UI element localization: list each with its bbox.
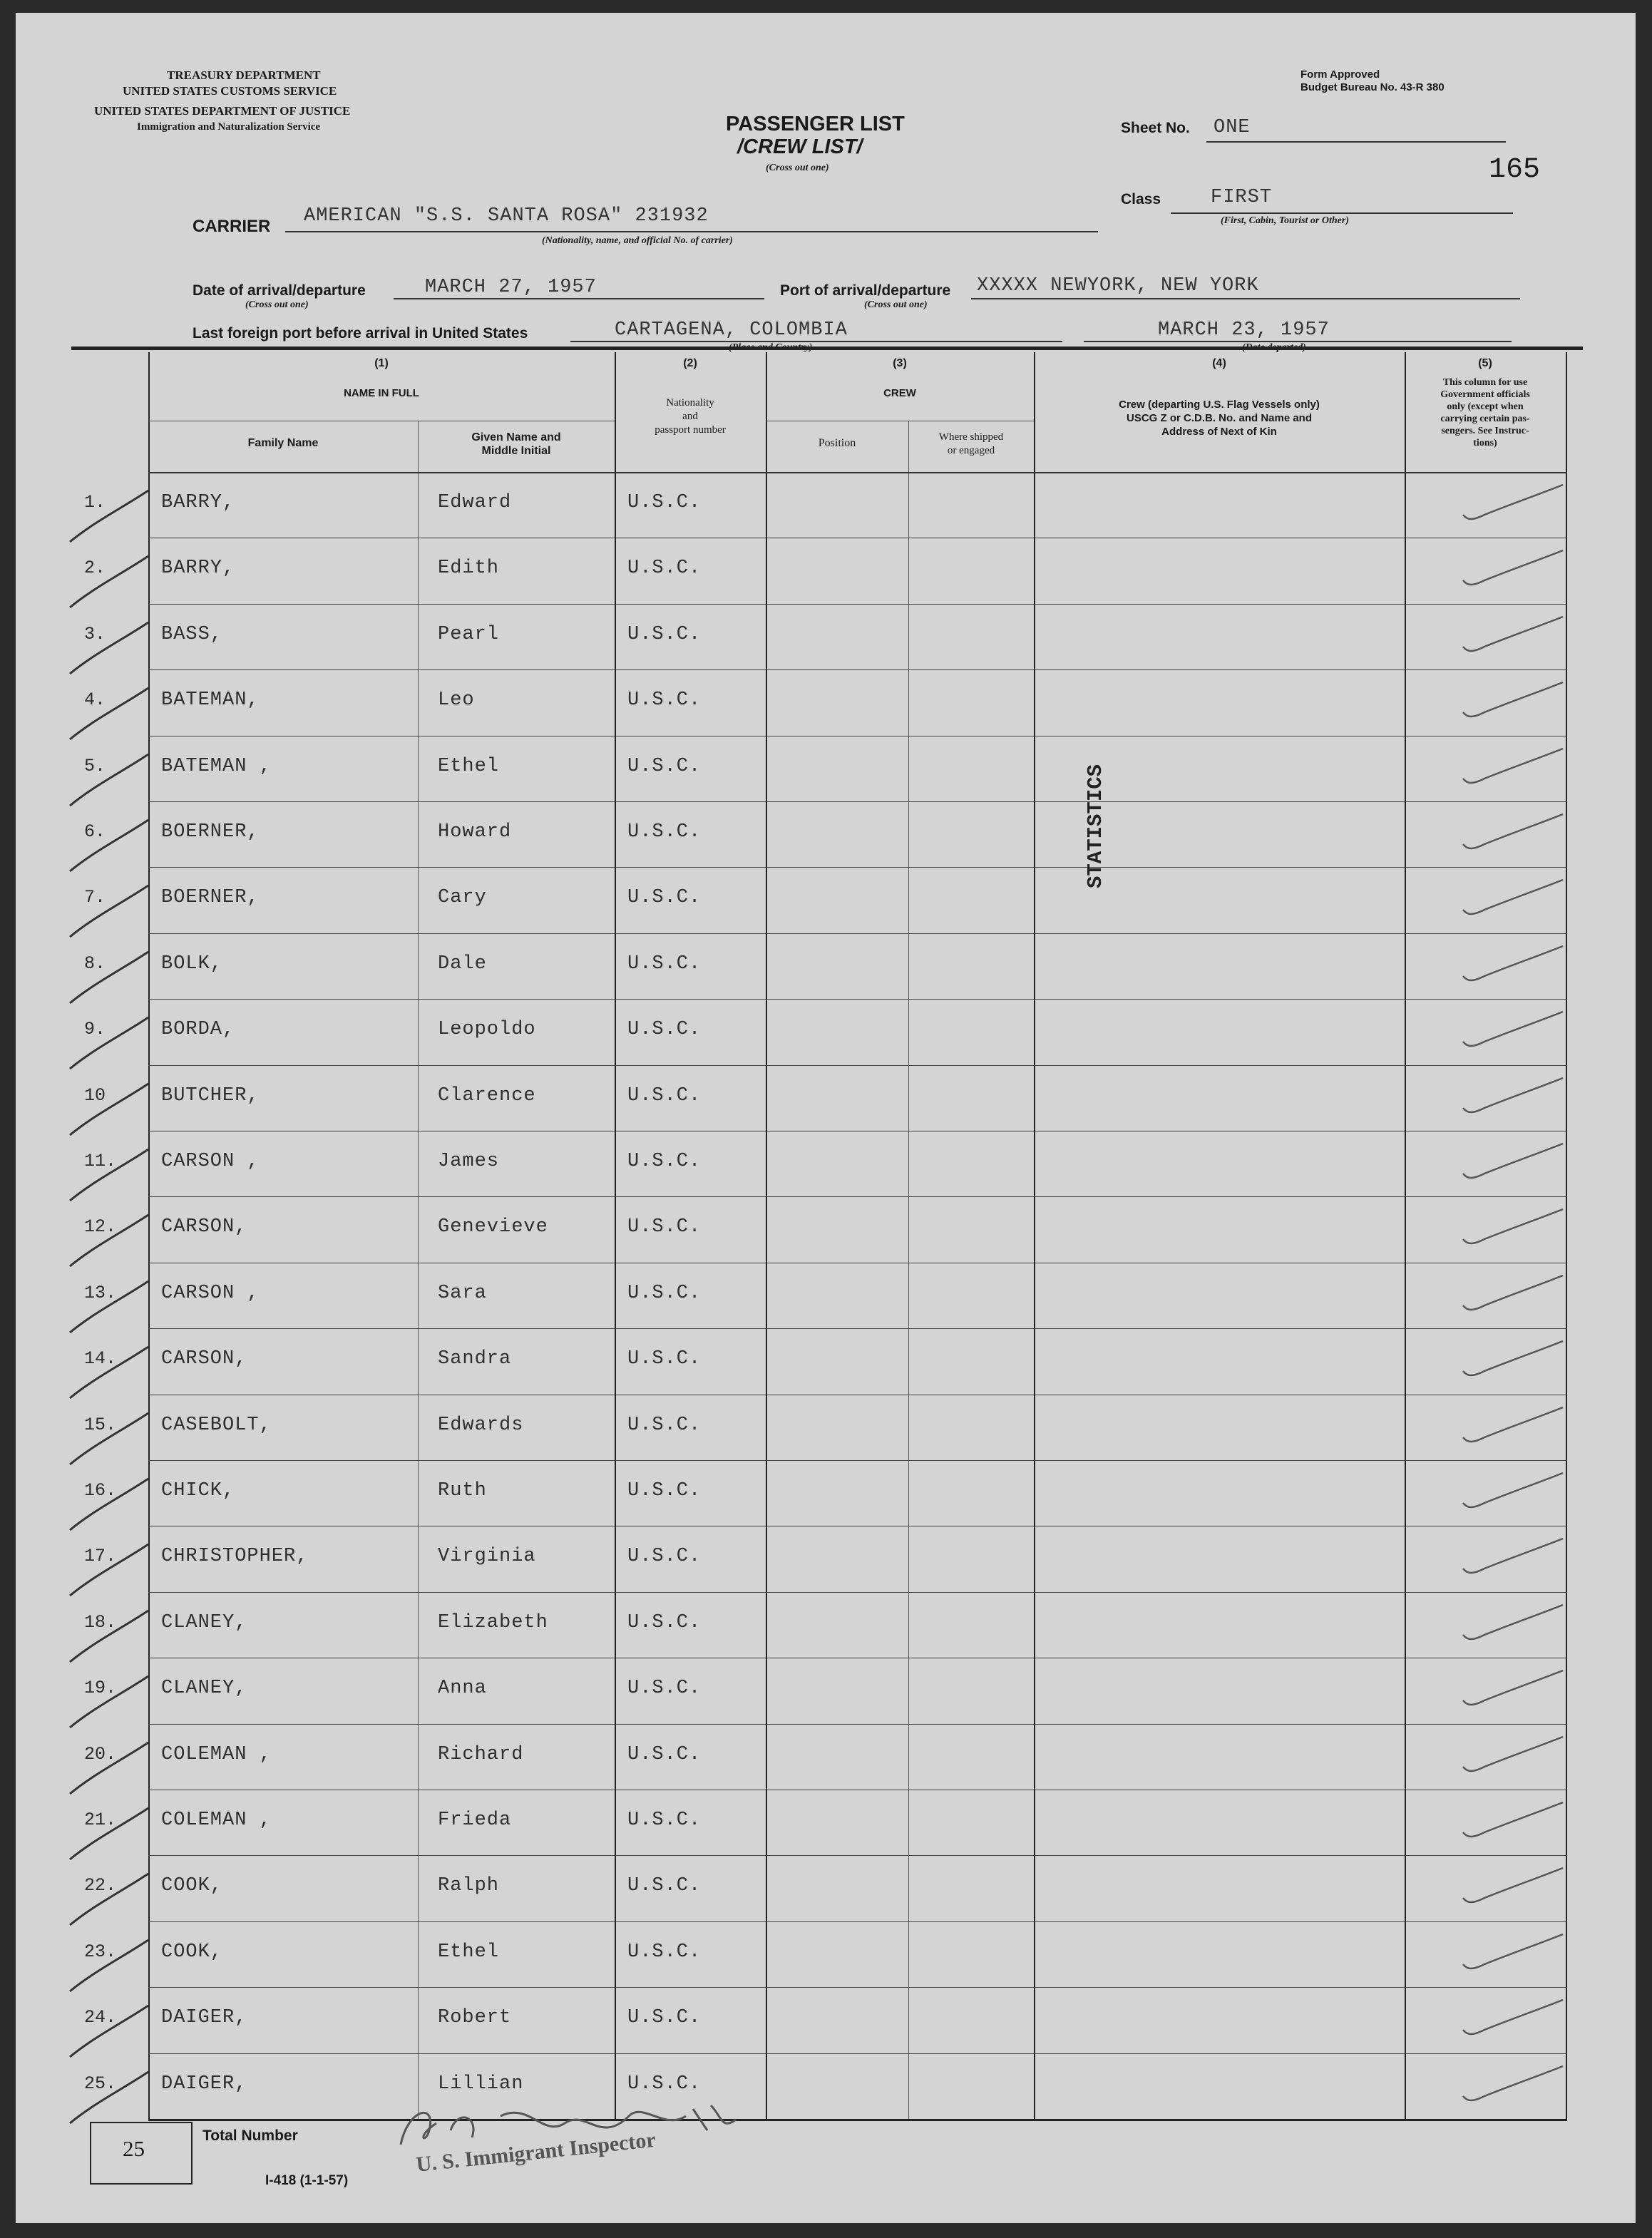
nationality: U.S.C. xyxy=(627,1678,702,1699)
given-name: Lillian xyxy=(438,2073,524,2095)
row-number: 20. xyxy=(84,1744,117,1765)
nationality: U.S.C. xyxy=(627,756,702,777)
total-number-value: 25 xyxy=(123,2136,145,2161)
row-number: 6. xyxy=(84,821,106,842)
given-name: Ethel xyxy=(438,756,500,777)
nationality: U.S.C. xyxy=(627,1151,702,1172)
row-number: 5. xyxy=(84,756,106,776)
row-tick-mark xyxy=(66,1606,151,1670)
nationality: U.S.C. xyxy=(627,1810,702,1831)
check-icon xyxy=(1449,1797,1570,1847)
sheet-no-label: Sheet No. xyxy=(1121,120,1190,136)
col-family-name: Family Name xyxy=(247,437,319,449)
family-name: CASEBOLT, xyxy=(161,1415,272,1436)
form-title: PASSENGER LIST xyxy=(726,113,905,135)
statistics-stamp: STATISTICS xyxy=(1084,764,1107,888)
row-tick-mark xyxy=(66,1474,151,1539)
port-value: XXXXX NEWYORK, NEW YORK xyxy=(977,275,1259,297)
nationality: U.S.C. xyxy=(627,1612,702,1633)
check-icon xyxy=(1449,1402,1570,1452)
given-name: Edith xyxy=(438,558,500,579)
row-tick-mark xyxy=(66,1804,151,1868)
class-value: FIRST xyxy=(1211,187,1273,208)
check-icon xyxy=(1449,1270,1570,1320)
row-tick-mark xyxy=(66,1079,151,1144)
row-number: 23. xyxy=(84,1941,117,1962)
given-name: Genevieve xyxy=(438,1216,548,1238)
form-title-crossed: /CREW LIST/ xyxy=(737,135,863,158)
nationality: U.S.C. xyxy=(627,1085,702,1107)
nationality: U.S.C. xyxy=(627,1875,702,1896)
given-name: Clarence xyxy=(438,1085,536,1107)
given-name: Virginia xyxy=(438,1546,536,1567)
check-icon xyxy=(1449,677,1570,727)
given-name: Edward xyxy=(438,492,512,513)
check-icon xyxy=(1449,545,1570,595)
row-number: 16. xyxy=(84,1480,117,1501)
date-departed-value: MARCH 23, 1957 xyxy=(1158,319,1330,341)
family-name: BATEMAN, xyxy=(161,689,260,711)
family-name: BOLK, xyxy=(161,953,223,975)
row-tick-mark xyxy=(66,1145,151,1209)
port-label: Port of arrival/departure xyxy=(780,282,951,299)
row-number: 24. xyxy=(84,2007,117,2028)
family-name: DAIGER, xyxy=(161,2007,247,2028)
row-tick-mark xyxy=(66,816,151,880)
form-approved: Form Approved xyxy=(1300,68,1380,81)
date-caption: (Cross out one) xyxy=(245,299,309,310)
row-tick-mark xyxy=(66,2001,151,2065)
nationality: U.S.C. xyxy=(627,624,702,645)
given-name: Ethel xyxy=(438,1941,500,1963)
check-icon xyxy=(1449,1731,1570,1781)
family-name: BORDA, xyxy=(161,1019,235,1040)
row-number: 14. xyxy=(84,1348,117,1369)
nationality: U.S.C. xyxy=(627,2007,702,2028)
family-name: CHRISTOPHER, xyxy=(161,1546,309,1567)
given-name: Pearl xyxy=(438,624,500,645)
given-name: James xyxy=(438,1151,500,1172)
given-name: Sara xyxy=(438,1283,487,1304)
check-icon xyxy=(1449,874,1570,924)
check-icon xyxy=(1449,1862,1570,1912)
nationality: U.S.C. xyxy=(627,1941,702,1963)
given-name: Ruth xyxy=(438,1480,487,1502)
nationality: U.S.C. xyxy=(627,887,702,908)
family-name: COOK, xyxy=(161,1875,223,1896)
check-icon xyxy=(1449,809,1570,858)
family-name: CARSON, xyxy=(161,1348,247,1370)
row-number: 4. xyxy=(84,689,106,710)
family-name: CARSON, xyxy=(161,1216,247,1238)
agency-line-4: Immigration and Naturalization Service xyxy=(137,121,321,133)
col1-title: NAME IN FULL xyxy=(344,387,419,399)
row-number: 9. xyxy=(84,1019,106,1040)
given-name: Sandra xyxy=(438,1348,512,1370)
col4-title: Crew (departing U.S. Flag Vessels only) USCG Z or C.D.B. No. and Name and Address of Next of Kin xyxy=(1119,399,1320,438)
nationality: U.S.C. xyxy=(627,1415,702,1436)
nationality: U.S.C. xyxy=(627,1283,702,1304)
carrier-caption: (Nationality, name, and official No. of carrier) xyxy=(542,235,733,246)
nationality: U.S.C. xyxy=(627,492,702,513)
given-name: Edwards xyxy=(438,1415,524,1436)
check-icon xyxy=(1449,1929,1570,1978)
row-tick-mark xyxy=(66,552,151,616)
check-icon xyxy=(1449,1072,1570,1122)
row-number: 18. xyxy=(84,1612,117,1633)
check-icon xyxy=(1449,2060,1570,2110)
nationality: U.S.C. xyxy=(627,1216,702,1238)
given-name: Robert xyxy=(438,2007,512,2028)
family-name: BOERNER, xyxy=(161,887,260,908)
check-icon xyxy=(1449,1335,1570,1385)
row-tick-mark xyxy=(66,1409,151,1473)
family-name: CARSON , xyxy=(161,1151,260,1172)
row-number: 12. xyxy=(84,1216,117,1237)
check-icon xyxy=(1449,1138,1570,1188)
last-port-value: CARTAGENA, COLOMBIA xyxy=(615,319,848,341)
row-tick-mark xyxy=(66,1936,151,2000)
row-number: 22. xyxy=(84,1875,117,1896)
family-name: COLEMAN , xyxy=(161,1744,272,1765)
family-name: BASS, xyxy=(161,624,223,645)
check-icon xyxy=(1449,743,1570,793)
row-tick-mark xyxy=(66,881,151,945)
col3-number: (3) xyxy=(893,357,907,369)
nationality: U.S.C. xyxy=(627,689,702,711)
row-number: 21. xyxy=(84,1810,117,1830)
col-given-name: Given Name and Middle Initial xyxy=(471,431,561,457)
nationality: U.S.C. xyxy=(627,1348,702,1370)
family-name: BOERNER, xyxy=(161,821,260,843)
given-name: Howard xyxy=(438,821,512,843)
check-icon xyxy=(1449,1533,1570,1583)
row-number: 15. xyxy=(84,1415,117,1435)
row-tick-mark xyxy=(66,486,151,550)
family-name: DAIGER, xyxy=(161,2073,247,2095)
family-name: CHICK, xyxy=(161,1480,235,1502)
class-label: Class xyxy=(1121,191,1161,207)
sheet-no-value: ONE xyxy=(1214,117,1251,138)
row-number: 1. xyxy=(84,492,106,513)
given-name: Ralph xyxy=(438,1875,500,1896)
nationality: U.S.C. xyxy=(627,558,702,579)
check-icon xyxy=(1449,1203,1570,1253)
check-icon xyxy=(1449,940,1570,990)
family-name: BARRY, xyxy=(161,558,235,579)
check-icon xyxy=(1449,1467,1570,1517)
row-tick-mark xyxy=(66,618,151,682)
row-number: 10 xyxy=(84,1085,106,1106)
agency-line-1: TREASURY DEPARTMENT xyxy=(167,68,321,82)
family-name: BARRY, xyxy=(161,492,235,513)
agency-line-2: UNITED STATES CUSTOMS SERVICE xyxy=(123,84,337,98)
row-number: 11. xyxy=(84,1151,117,1171)
check-icon xyxy=(1449,1665,1570,1715)
family-name: CARSON , xyxy=(161,1283,260,1304)
family-name: BUTCHER, xyxy=(161,1085,260,1107)
given-name: Leo xyxy=(438,689,475,711)
total-number-label: Total Number xyxy=(202,2127,298,2144)
nationality: U.S.C. xyxy=(627,821,702,843)
row-tick-mark xyxy=(66,684,151,748)
given-name: Anna xyxy=(438,1678,487,1699)
family-name: BATEMAN , xyxy=(161,756,272,777)
row-tick-mark xyxy=(66,1277,151,1341)
nationality: U.S.C. xyxy=(627,1744,702,1765)
row-tick-mark xyxy=(66,1343,151,1407)
class-caption: (First, Cabin, Tourist or Other) xyxy=(1221,215,1349,226)
nationality: U.S.C. xyxy=(627,2073,702,2095)
given-name: Cary xyxy=(438,887,487,908)
col-position: Position xyxy=(818,437,856,449)
check-icon xyxy=(1449,1994,1570,2044)
inspector-stamp: U. S. Immigrant Inspector xyxy=(415,2127,657,2177)
given-name: Frieda xyxy=(438,1810,512,1831)
row-number: 7. xyxy=(84,887,106,908)
budget-bureau: Budget Bureau No. 43-R 380 xyxy=(1300,81,1445,93)
date-value: MARCH 27, 1957 xyxy=(425,277,597,298)
given-name: Dale xyxy=(438,953,487,975)
check-icon xyxy=(1449,611,1570,661)
given-name: Richard xyxy=(438,1744,524,1765)
family-name: COOK, xyxy=(161,1941,223,1963)
cross-out-caption: (Cross out one) xyxy=(766,163,829,173)
nationality: U.S.C. xyxy=(627,1546,702,1567)
col1-number: (1) xyxy=(374,357,389,369)
row-tick-mark xyxy=(66,1013,151,1077)
row-tick-mark xyxy=(66,948,151,1012)
carrier-label: CARRIER xyxy=(193,217,271,236)
row-number: 3. xyxy=(84,624,106,645)
row-tick-mark xyxy=(66,1869,151,1934)
form-sheet xyxy=(16,13,1636,2223)
check-icon xyxy=(1449,1006,1570,1056)
col4-number: (4) xyxy=(1212,357,1226,369)
family-name: CLANEY, xyxy=(161,1678,247,1699)
row-number: 19. xyxy=(84,1678,117,1698)
family-name: CLANEY, xyxy=(161,1612,247,1633)
check-icon xyxy=(1449,479,1570,529)
nationality: U.S.C. xyxy=(627,1480,702,1502)
col-nationality: Nationality and passport number xyxy=(655,397,726,436)
nationality: U.S.C. xyxy=(627,1019,702,1040)
row-number: 25. xyxy=(84,2073,117,2094)
form-number: I-418 (1-1-57) xyxy=(265,2173,349,2188)
col5-title: This column for use Government officials only (except when carrying certain pas- sengers. See Instruc- tions) xyxy=(1440,377,1530,448)
col2-number: (2) xyxy=(683,357,697,369)
given-name: Leopoldo xyxy=(438,1019,536,1040)
stamp-number: 165 xyxy=(1489,154,1541,186)
row-tick-mark xyxy=(66,1540,151,1604)
agency-line-3: UNITED STATES DEPARTMENT OF JUSTICE xyxy=(94,104,351,118)
carrier-value: AMERICAN "S.S. SANTA ROSA" 231932 xyxy=(304,205,709,227)
col5-number: (5) xyxy=(1478,357,1492,369)
row-number: 2. xyxy=(84,558,106,578)
port-caption: (Cross out one) xyxy=(864,299,928,310)
row-number: 17. xyxy=(84,1546,117,1566)
date-label: Date of arrival/departure xyxy=(193,282,366,299)
given-name: Elizabeth xyxy=(438,1612,548,1633)
check-icon xyxy=(1449,1599,1570,1649)
col3-title: CREW xyxy=(883,387,916,399)
row-tick-mark xyxy=(66,1211,151,1275)
row-number: 13. xyxy=(84,1283,117,1303)
row-tick-mark xyxy=(66,750,151,814)
nationality: U.S.C. xyxy=(627,953,702,975)
last-port-label: Last foreign port before arrival in United States xyxy=(193,325,528,342)
row-tick-mark xyxy=(66,1672,151,1736)
family-name: COLEMAN , xyxy=(161,1810,272,1831)
row-number: 8. xyxy=(84,953,106,974)
row-tick-mark xyxy=(66,1738,151,1802)
col-where-shipped: Where shipped or engaged xyxy=(938,431,1004,456)
